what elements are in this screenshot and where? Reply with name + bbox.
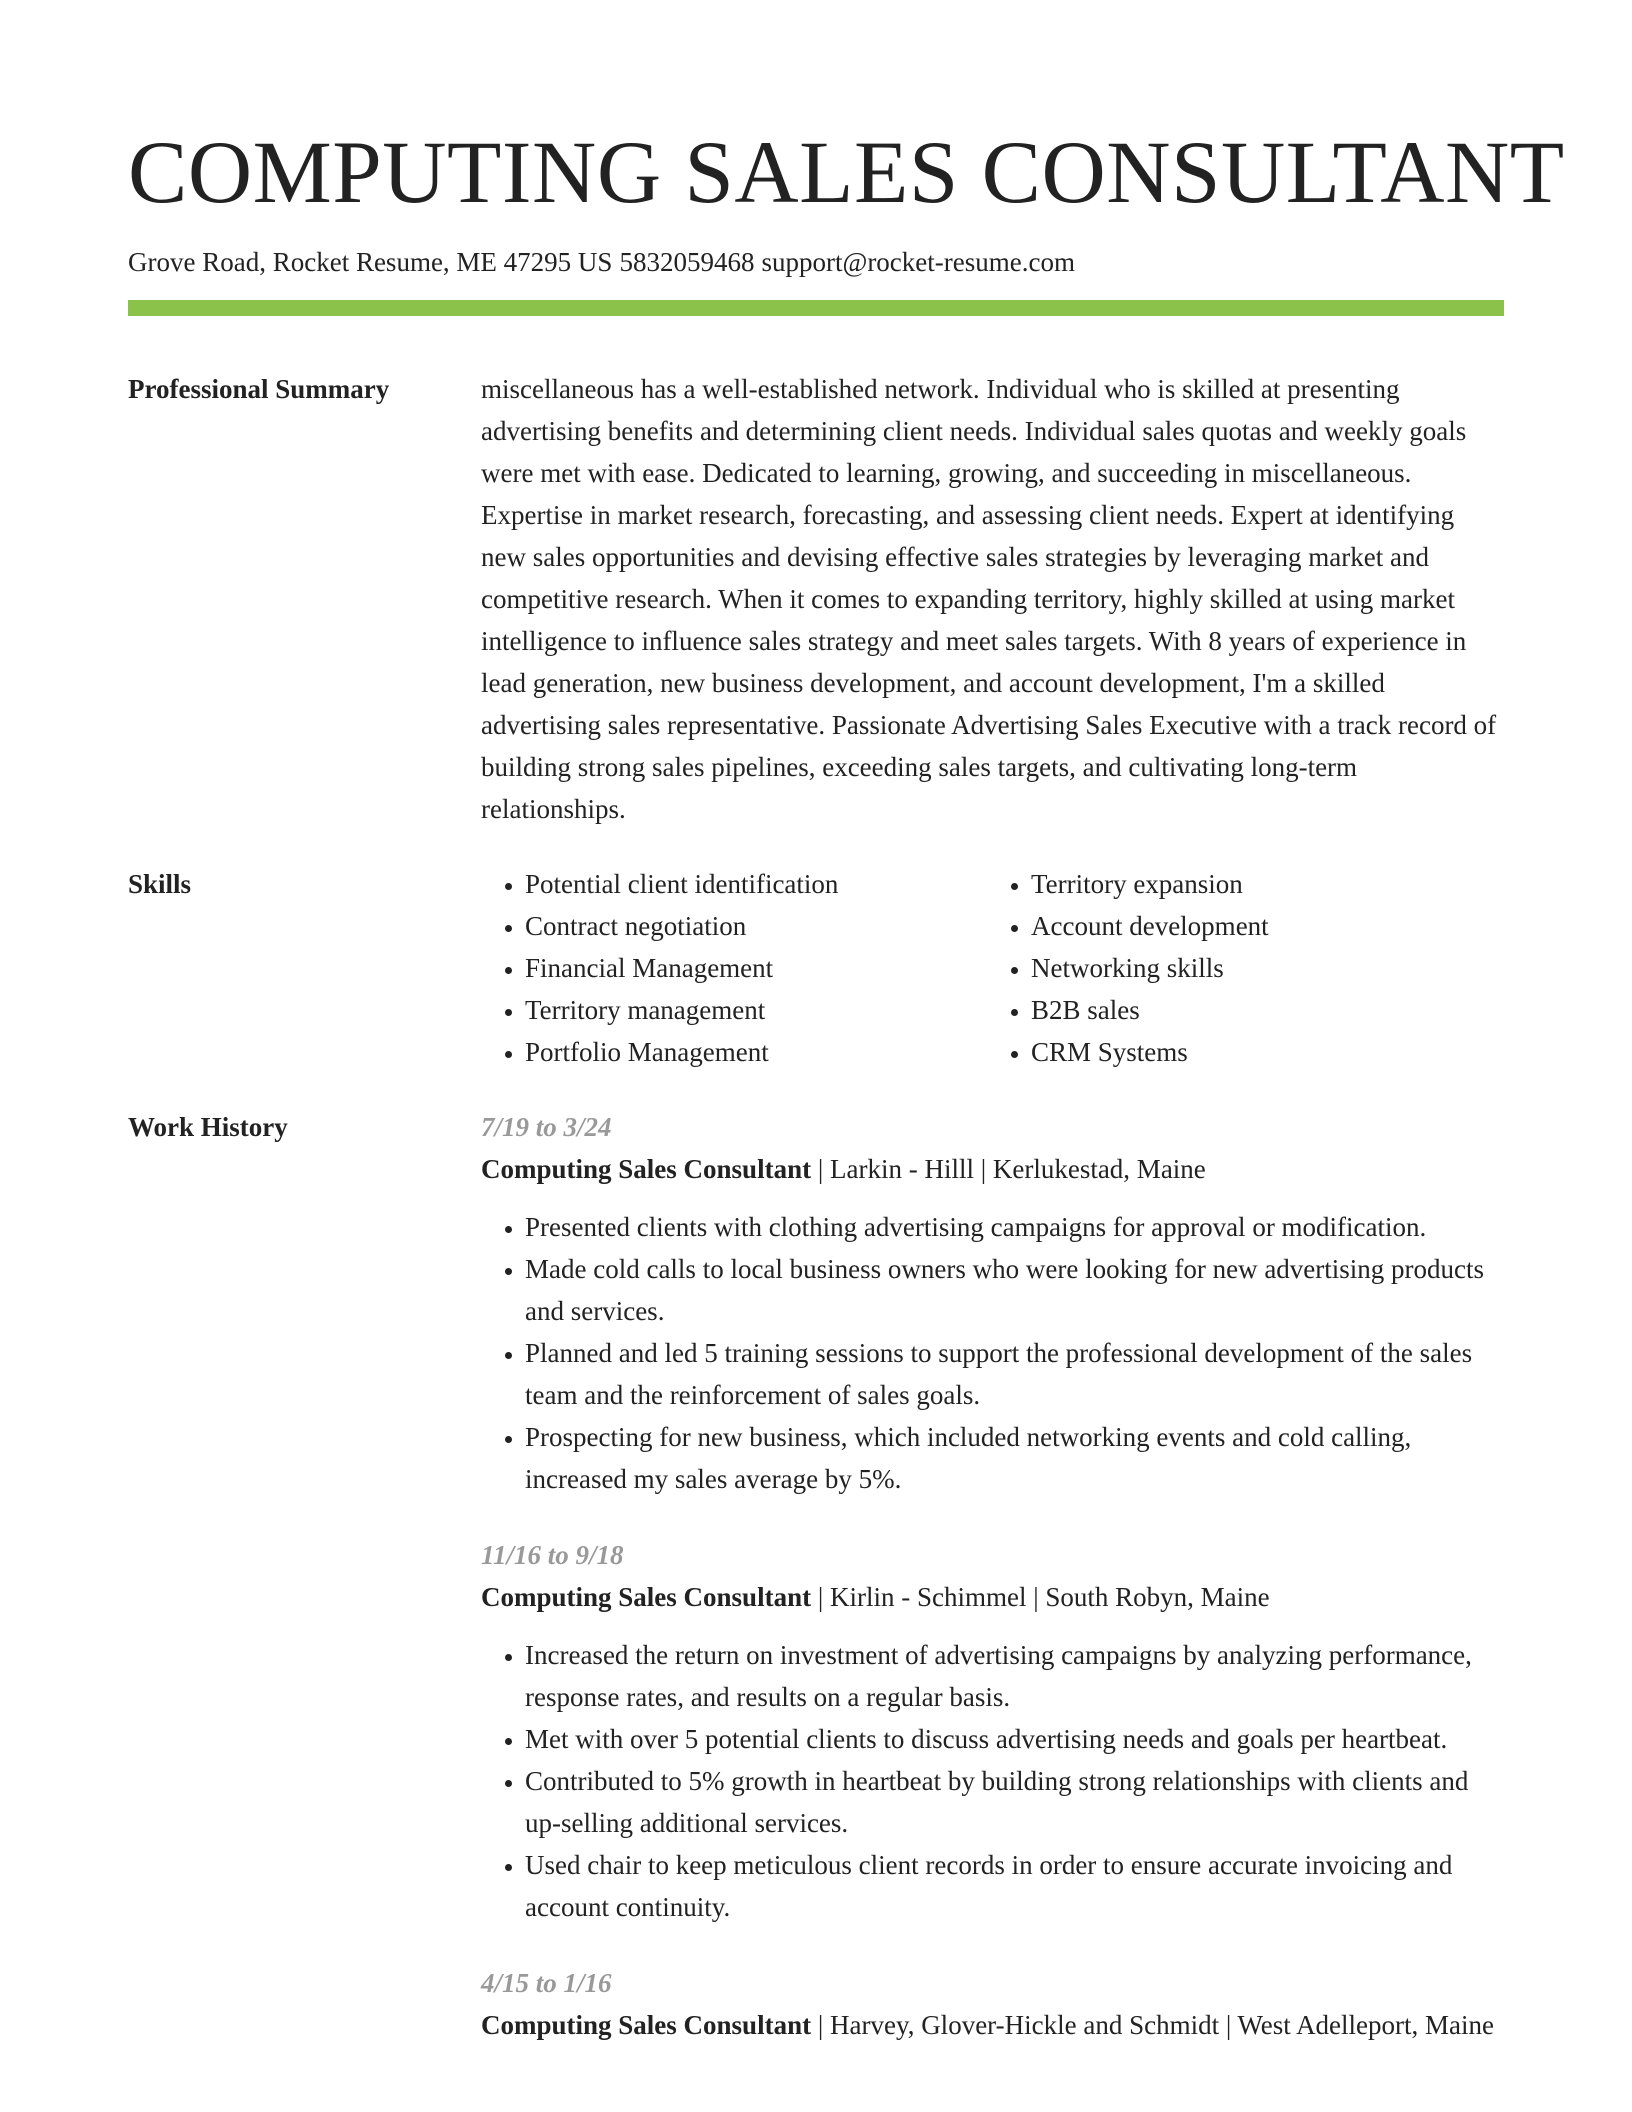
job-heading: [481, 1576, 1504, 1618]
header-divider: [128, 300, 1504, 316]
work-history-body: [481, 1106, 1504, 2080]
skill-item: • Territory management: [525, 989, 987, 1031]
skill-item: • Contract negotiation: [525, 905, 987, 947]
job-title: Computing Sales Consultant: [481, 1582, 812, 1612]
job-bullet: • Met with over 5 potential clients to discuss advertising needs and goals per heartbeat.: [525, 1718, 1504, 1760]
job-bullet: • Prospecting for new business, which included networking events and cold calling, increased my sales average by 5%.: [525, 1416, 1504, 1500]
skills-heading: Skills: [128, 869, 192, 899]
skill-item: • Networking skills: [1031, 947, 1269, 989]
job-bullet: • Made cold calls to local business owners who were looking for new advertising products and services.: [525, 1248, 1504, 1332]
job-heading: [481, 2004, 1504, 2046]
contact-email: support@rocket-resume.com: [761, 247, 1075, 277]
job-bullet: • Planned and led 5 training sessions to support the professional development of the sales team and the reinforcement of sales goals.: [525, 1332, 1504, 1416]
job-details: | Kirlin - Schimmel | South Robyn, Maine: [811, 1582, 1270, 1612]
skills-section: [128, 863, 1504, 1073]
contact-address: Grove Road, Rocket Resume, ME 47295 US: [128, 247, 613, 277]
contact-phone: 5832059468: [619, 247, 755, 277]
job-bullet: • Increased the return on investment of advertising campaigns by analyzing performance, response rates, and results on a regular basis.: [525, 1634, 1504, 1718]
job-bullets: [481, 1634, 1504, 1928]
skill-item: • Territory expansion: [1031, 863, 1269, 905]
job-entry: [481, 1962, 1504, 2046]
skill-item: • Account development: [1031, 905, 1269, 947]
skill-item: • Potential client identification: [525, 863, 987, 905]
job-dates: 4/15 to 1/16: [481, 1968, 612, 1998]
contact-line: [128, 244, 1504, 280]
skills-body: [481, 863, 1504, 1073]
summary-body: [481, 368, 1504, 830]
summary-heading: Professional Summary: [128, 374, 390, 404]
job-dates: 11/16 to 9/18: [481, 1540, 624, 1570]
skill-item: • Financial Management: [525, 947, 987, 989]
summary-text: miscellaneous has a well-established network. Individual who is skilled at presenting advertising benefits and determining client needs. Individual sales quotas and weekly goals were met with ease. Dedicated to learning, growing, and succeeding in miscellaneous. Expertise in market research, forecasting, and assessing client needs. Expert at identifying new sales opportunities and devising effective sales strategies by leveraging market and competitive research. When it comes to expanding territory, highly skilled at using market intelligence to influence sales strategy and meet sales targets. With 8 years of experience in lead generation, new business development, and account development, I'm a skilled advertising sales representative. Passionate Advertising Sales Executive with a track record of building strong sales pipelines, exceeding sales targets, and cultivating long-term relationships.: [481, 374, 1497, 824]
job-details: | Larkin - Hilll | Kerlukestad, Maine: [811, 1154, 1206, 1184]
skill-item: • B2B sales: [1031, 989, 1269, 1031]
job-details: | Harvey, Glover-Hickle and Schmidt | West Adelleport, Maine: [811, 2010, 1495, 2040]
job-bullet: • Contributed to 5% growth in heartbeat by building strong relationships with clients and up-selling additional services.: [525, 1760, 1504, 1844]
work-history-heading: Work History: [128, 1112, 288, 1142]
skills-list-left: [481, 863, 987, 1073]
job-heading: [481, 1148, 1504, 1190]
skills-list-right: [987, 863, 1269, 1073]
skill-item: • CRM Systems: [1031, 1031, 1269, 1073]
summary-section: [128, 316, 1504, 830]
job-bullets: [481, 1206, 1504, 1500]
job-dates: 7/19 to 3/24: [481, 1112, 612, 1142]
job-title: Computing Sales Consultant: [481, 1154, 812, 1184]
work-history-section: [128, 1106, 1504, 2080]
job-entry: [481, 1106, 1504, 1500]
job-bullet: • Used chair to keep meticulous client records in order to ensure accurate invoicing and account continuity.: [525, 1844, 1504, 1928]
skill-item: • Portfolio Management: [525, 1031, 987, 1073]
resume-name: COMPUTING SALES CONSULTANT: [128, 124, 1565, 222]
job-title: Computing Sales Consultant: [481, 2010, 812, 2040]
job-bullet: • Presented clients with clothing advertising campaigns for approval or modification.: [525, 1206, 1504, 1248]
job-entry: [481, 1534, 1504, 1928]
